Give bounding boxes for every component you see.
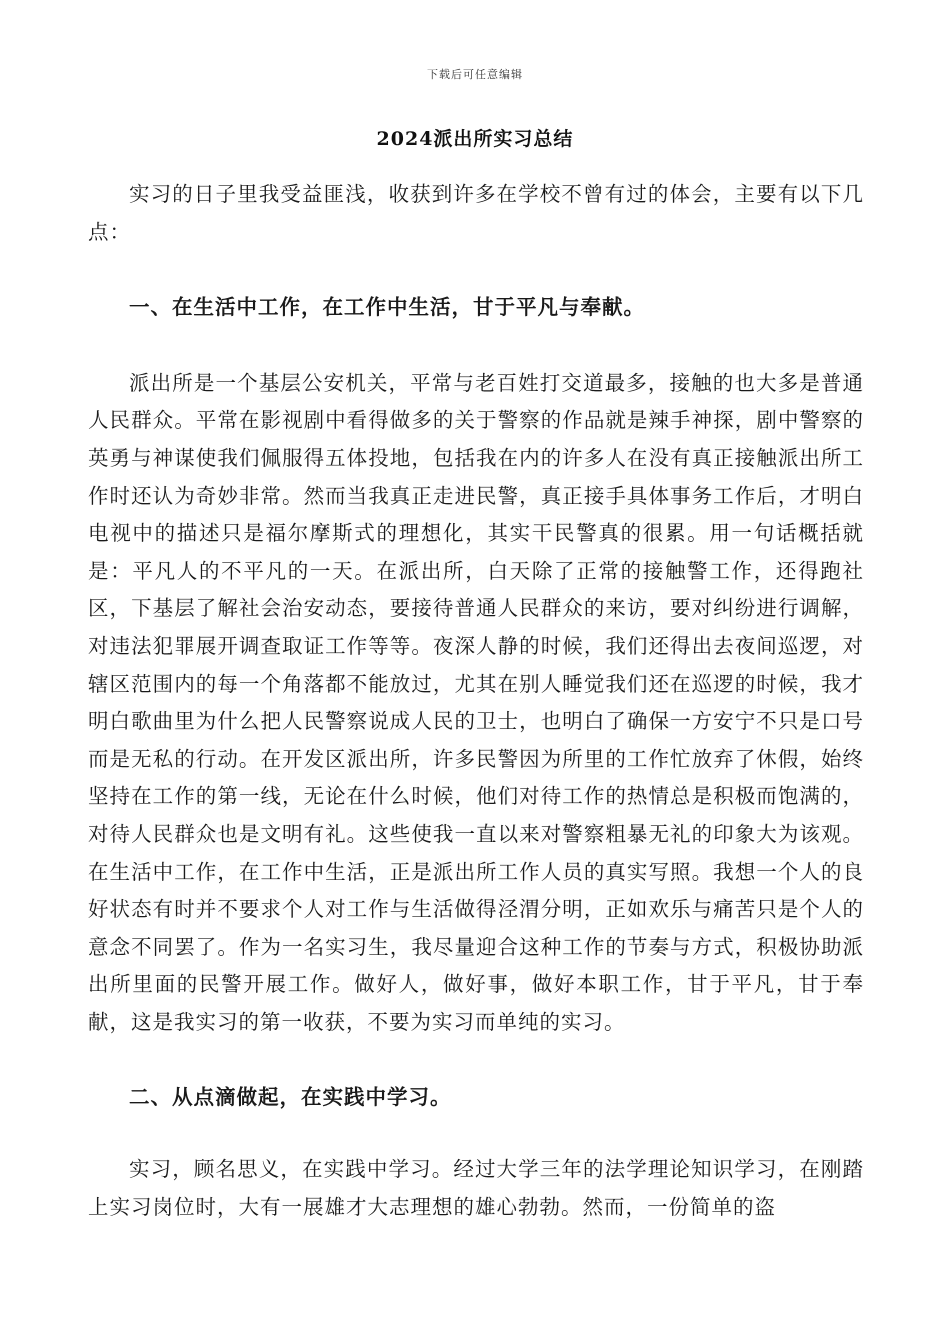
spacer [88, 251, 864, 289]
spacer [88, 327, 864, 365]
section-1-heading: 一、在生活中工作，在工作中生活，甘于平凡与奉献。 [129, 295, 645, 320]
document-title: 2024派出所实习总结 [376, 128, 574, 150]
section-1-paragraph: 派出所是一个基层公安机关，平常与老百姓打交道最多，接触的也大多是普通人民群众。平常在影视剧中看得做多的关于警察的作品就是辣手神探，剧中警察的英勇与神谋使我们佩服得五体投地，包括我在内的许多人在没有真正接触派出所工作时还认为奇妙非常。然而当我真正走进民警，真正接手具体事务工作后，才明白电视中的描述只是福尔摩斯式的理想化，其实干民警真的很累。用一句话概括就是：平凡人的不平凡的一天。在派出所，白天除了正常的接触警工作，还得跑社区，下基层了解社会治安动态，要接待普通人民群众的来访，要对纠纷进行调解，对违法犯罪展开调查取证工作等等。夜深人静的时候，我们还得出去夜间巡逻，对辖区范围内的每一个角落都不能放过，尤其在别人睡觉我们还在巡逻的时候，我才明白歌曲里为什么把人民警察说成人民的卫士，也明白了确保一方安宁不只是口号而是无私的行动。在开发区派出所，许多民警因为所里的工作忙放弃了休假，始终坚持在工作的第一线，无论在什么时候，他们对待工作的热情总是积极而饱满的，对待人民群众也是文明有礼。这些使我一直以来对警察粗暴无礼的印象大为该观。在生活中工作，在工作中生活，正是派出所工作人员的真实写照。我想一个人的良好状态有时并不要求个人对工作与生活做得泾渭分明，正如欢乐与痛苦只是个人的意念不同罢了。作为一名实习生，我尽量迎合这种工作的节奏与方式，积极协助派出所里面的民警开展工作。做好人，做好事，做好本职工作，甘于平凡，甘于奉献，这是我实习的第一收获，不要为实习而单纯的实习。 [88, 370, 864, 1034]
document-body [88, 176, 864, 1226]
section-2-heading: 二、从点滴做起，在实践中学习。 [129, 1085, 452, 1110]
spacer [88, 1041, 864, 1079]
intro-paragraph: 实习的日子里我受益匪浅，收获到许多在学校不曾有过的体会，主要有以下几点： [88, 182, 864, 244]
header-note: 下载后可任意编辑 [427, 68, 523, 81]
section-2-paragraph: 实习，顾名思义，在实践中学习。经过大学三年的法学理论知识学习，在刚踏上实习岗位时，大有一展雄才大志理想的雄心勃勃。然而，一份简单的盗 [88, 1157, 864, 1219]
spacer [88, 1117, 864, 1151]
